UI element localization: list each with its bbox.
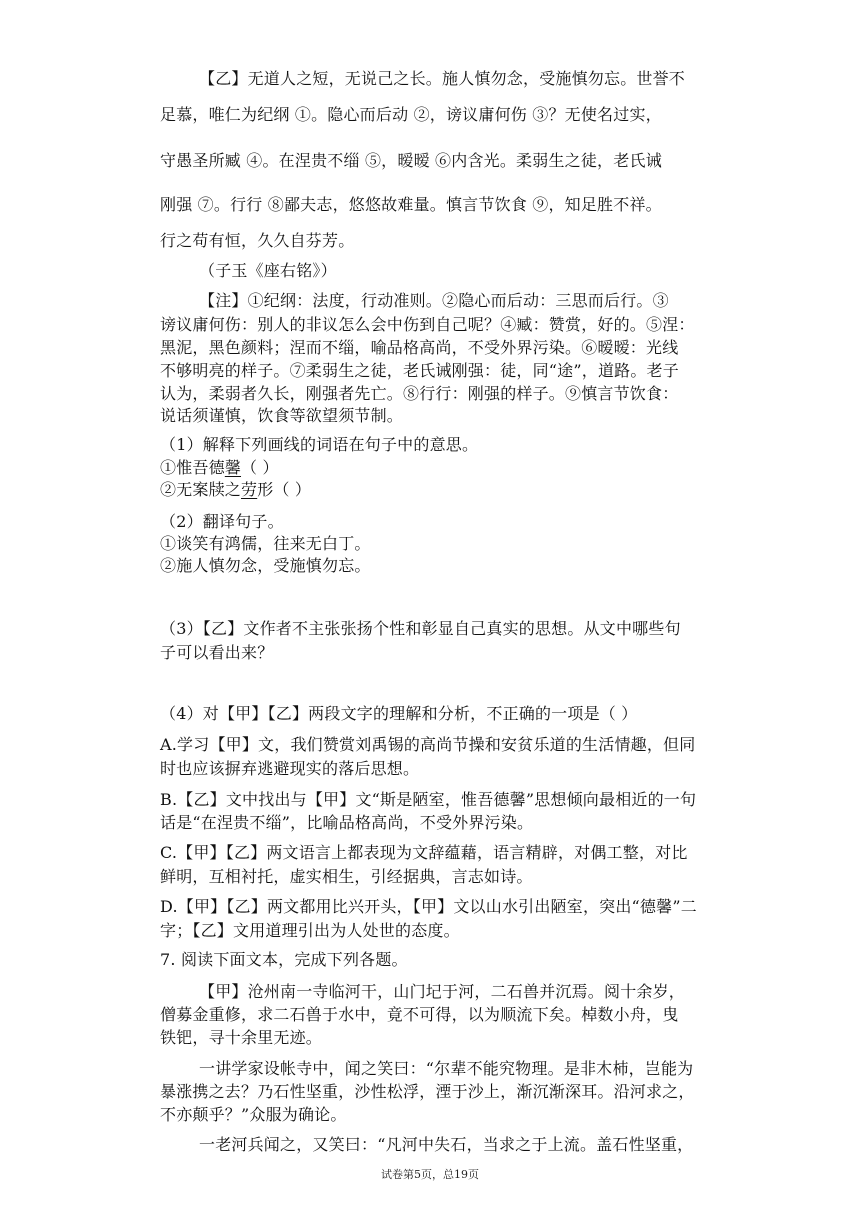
q1-item-1-word: 馨 (224, 458, 242, 477)
yi-line-5: 行之苟有恒，久久自芬芳。 (160, 231, 355, 250)
q4-option-d-line-2: 字；【乙】文用道理引出为人处世的态度。 (160, 921, 460, 940)
q4-option-d-line-1: D.【甲】【乙】两文都用比兴开头，【甲】文以山水引出陋室，突出“德馨”二 (160, 897, 697, 916)
q1-item-2-pre: ②无案牍之 (160, 480, 242, 499)
yi-source: （子玉《座右铭》） (199, 261, 337, 280)
q1-item-1-pre: ①惟吾德 (160, 458, 225, 477)
notes-line-2: 谤议庸何伤：别人的非议怎么会中伤到自己呢？④臧：赞赏，好的。⑤涅： (160, 315, 695, 334)
yi-line-1: 【乙】无道人之短，无说己之长。施人慎勿念，受施慎勿忘。世誉不 (199, 69, 686, 88)
q7-p2-line-2: 暴涨携之去？乃石性坚重，沙性松浮，湮于沙上，渐沉渐深耳。沿河求之， (160, 1082, 695, 1101)
q1-item-2 (160, 477, 311, 500)
q4-option-c-line-2: 鲜明，互相衬托，虚实相生，引经据典，言志如诗。 (160, 867, 533, 886)
q7-p2-line-3: 不亦颠乎？”众服为确论。 (160, 1105, 347, 1124)
notes-line-6: 说话须谨慎，饮食等欲望须节制。 (160, 406, 404, 425)
q4-option-a-line-2: 时也应该摒弃逃避现实的落后思想。 (160, 759, 420, 778)
q2-title: （2）翻译句子。 (160, 512, 284, 531)
q1-item-2-post: 形（ ） (257, 480, 312, 499)
q7-p1-line-2: 僧募金重修，求二石兽于水中，竟不可得，以为顺流下矣。棹数小舟，曳 (160, 1005, 679, 1024)
q3-line-1: （3）【乙】文作者不主张张扬个性和彰显自己真实的思想。从文中哪些句 (160, 619, 681, 638)
notes-line-5: 认为，柔弱者久长，刚强者先亡。⑧行行：刚强的样子。⑨慎言节饮食： (160, 384, 679, 403)
q1-item-2-word: 劳 (241, 480, 258, 499)
yi-line-2: 足慕，唯仁为纪纲 ①。隐心而后动 ②，谤议庸何伤 ③？无使名过实， (160, 105, 662, 124)
yi-line-3: 守愚圣所臧 ④。在涅贵不缁 ⑤，暧暧 ⑥内含光。柔弱生之徒，老氏诫 (160, 151, 662, 170)
q7-p2-line-1: 一讲学家设帐寺中，闻之笑曰：“尔辈不能究物理。是非木杮，岂能为 (199, 1059, 694, 1078)
yi-line-4: 刚强 ⑦。行行 ⑧鄙夫志，悠悠故难量。慎言节饮食 ⑨，知足胜不祥。 (160, 195, 662, 214)
q7-title: 7. 阅读下面文本，完成下列各题。 (160, 950, 408, 969)
q1-item-1 (160, 455, 279, 478)
q2-item-1: ①谈笑有鸿儒，往来无白丁。 (160, 534, 371, 553)
q1-title: （1）解释下列画线的词语在句子中的意思。 (160, 435, 479, 454)
q7-p3-line-1: 一老河兵闻之，又笑曰：“凡河中失石，当求之于上流。盖石性坚重， (199, 1135, 694, 1154)
q2-item-2: ②施人慎勿念，受施慎勿忘。 (160, 556, 371, 575)
notes-line-4: 不够明亮的样子。⑦柔弱生之徒，老氏诫刚强：徒，同“途”，道路。老子 (160, 361, 679, 380)
q4-option-b-line-2: 话是“在涅贵不缁”，比喻品格高尚，不受外界污染。 (160, 813, 534, 832)
q4-option-a-line-1: A.学习【甲】文，我们赞赏刘禹锡的高尚节操和安贫乐道的生活情趣，但同 (160, 735, 696, 754)
q7-p1-line-3: 铁钯，寻十余里无迹。 (160, 1028, 323, 1047)
q4-option-b-line-1: B.【乙】文中找出与【甲】文“斯是陋室，惟吾德馨”思想倾向最相近的一句 (160, 790, 697, 809)
q7-p1-line-1: 【甲】沧州南一寺临河干，山门圮于河，二石兽并沉焉。阅十余岁， (199, 982, 686, 1001)
page-footer: 试卷第5页，总19页 (381, 1168, 479, 1181)
q3-line-2: 子可以看出来？ (160, 643, 274, 662)
notes-line-3: 黑泥，黑色颜料；涅而不缁，喻品格高尚，不受外界污染。⑥暧暧：光线 (160, 338, 679, 357)
notes-line-1: 【注】①纪纲：法度，行动准则。②隐心而后动：三思而后行。③ (199, 291, 669, 310)
q4-option-c-line-1: C.【甲】【乙】两文语言上都表现为文辞蕴藉，语言精辟，对偶工整，对比 (160, 843, 688, 862)
q4-title: （4）对【甲】【乙】两段文字的理解和分析，不正确的一项是（ ） (160, 704, 638, 723)
q1-item-1-blank: （ ） (241, 458, 279, 477)
